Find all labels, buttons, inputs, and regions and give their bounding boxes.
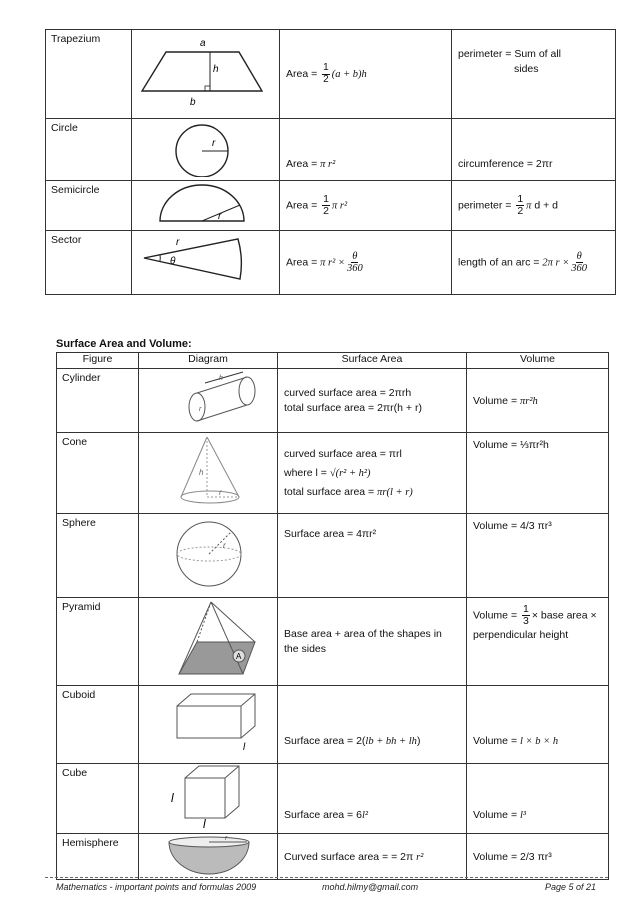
table-row xyxy=(57,764,609,834)
sector-arc-length: length of an arc = 2π r × $\frac{\theta}{360}$ xyxy=(452,231,616,295)
semicircle-area: Area = $\frac{1}{2}$ π r² xyxy=(280,181,452,231)
table-row xyxy=(46,30,616,119)
solids-table xyxy=(56,352,609,880)
shape-name: Sector xyxy=(46,231,132,295)
label-r: r xyxy=(225,835,228,842)
figure-name: Pyramid xyxy=(57,598,139,686)
table-row xyxy=(57,686,609,764)
label-r: r xyxy=(212,138,216,149)
header-diagram: Diagram xyxy=(139,353,278,369)
figure-name: Cone xyxy=(57,433,139,514)
label-r: r xyxy=(218,211,222,222)
cube-diagram xyxy=(139,764,278,834)
sphere-surface-area: Surface area = 4πr² xyxy=(278,514,467,598)
header-figure: Figure xyxy=(57,353,139,369)
semicircle-diagram xyxy=(132,181,280,231)
plane-shapes-table xyxy=(45,29,616,295)
circle-circumference: circumference = 2πr xyxy=(452,119,616,181)
shape-name: Semicircle xyxy=(46,181,132,231)
trapezium-area: Area = $\frac{1}{2}$ (a + b)h xyxy=(280,30,452,119)
cone-volume: Volume = ⅓πr²h xyxy=(467,433,609,514)
table-row xyxy=(57,514,609,598)
table-header-row xyxy=(57,353,609,369)
pyramid-volume: Volume = $\frac{1}{3}$ × base area × perpendicular height xyxy=(467,598,609,686)
footer-divider xyxy=(45,877,608,878)
cylinder-volume: Volume = πr²h xyxy=(467,369,609,433)
cuboid-diagram xyxy=(139,686,278,764)
circle-diagram xyxy=(132,119,280,181)
section-heading: Surface Area and Volume: xyxy=(56,338,192,350)
pyramid-surface-area: Base area + area of the shapes in the sides xyxy=(278,598,467,686)
label-h: h xyxy=(199,468,204,477)
table-row xyxy=(46,231,616,295)
pyramid-diagram xyxy=(139,598,278,686)
table-row xyxy=(57,433,609,514)
cube-surface-area: Surface area = 6l² xyxy=(278,764,467,834)
figure-name: Cuboid xyxy=(57,686,139,764)
footer-email: mohd.hilmy@gmail.com xyxy=(322,882,419,892)
figure-name: Hemisphere xyxy=(57,834,139,880)
trapezium-diagram xyxy=(132,30,280,119)
label-l: l xyxy=(171,791,174,805)
circle-area: Area = π r² xyxy=(280,119,452,181)
semicircle-perimeter: perimeter = $\frac{1}{2}$ π d + d xyxy=(452,181,616,231)
hemisphere-surface-area: Curved surface area = = 2π r² xyxy=(278,834,467,880)
header-surface-area: Surface Area xyxy=(278,353,467,369)
figure-name: Cube xyxy=(57,764,139,834)
label-h: h xyxy=(219,375,223,382)
label-l: l xyxy=(203,817,206,830)
hemisphere-volume: Volume = 2/3 πr³ xyxy=(467,834,609,880)
footer-page: Page 5 of 21 xyxy=(545,882,597,892)
figure-name: Sphere xyxy=(57,514,139,598)
shape-name: Circle xyxy=(46,119,132,181)
header-volume: Volume xyxy=(467,353,609,369)
label-r: r xyxy=(176,237,180,248)
cone-surface-area: curved surface area = πrl where l = √(r² + h²) total surface area = πr(l + r) xyxy=(278,433,467,514)
cuboid-surface-area: Surface area = 2(lb + bh + lh) xyxy=(278,686,467,764)
cube-volume: Volume = l³ xyxy=(467,764,609,834)
figure-name: Cylinder xyxy=(57,369,139,433)
label-r: r xyxy=(199,406,202,413)
cuboid-volume: Volume = l × b × h xyxy=(467,686,609,764)
label-r: r xyxy=(219,488,222,497)
hemisphere-diagram xyxy=(139,834,278,880)
table-row xyxy=(57,369,609,433)
label-theta: θ xyxy=(170,256,176,267)
cone-diagram xyxy=(139,433,278,514)
table-row xyxy=(57,834,609,880)
sphere-volume: Volume = 4/3 πr³ xyxy=(467,514,609,598)
trapezium-perimeter: perimeter = Sum of all sides xyxy=(452,30,616,119)
cylinder-surface-area: curved surface area = 2πrh total surface area = 2πr(h + r) xyxy=(278,369,467,433)
label-l: l xyxy=(243,742,246,753)
footer-title: Mathematics - important points and formulas 2009 xyxy=(56,882,257,892)
label-r: r xyxy=(223,541,226,550)
label-b: b xyxy=(190,97,196,108)
sector-area: Area = π r² × $\frac{\theta}{360}$ xyxy=(280,231,452,295)
sector-diagram xyxy=(132,231,280,295)
sphere-diagram xyxy=(139,514,278,598)
table-row xyxy=(57,598,609,686)
label-a: a xyxy=(200,38,206,49)
cylinder-diagram xyxy=(139,369,278,433)
label-h: h xyxy=(213,64,219,75)
shape-name: Trapezium xyxy=(46,30,132,119)
label-A: A xyxy=(236,652,242,661)
table-row xyxy=(46,119,616,181)
table-row xyxy=(46,181,616,231)
